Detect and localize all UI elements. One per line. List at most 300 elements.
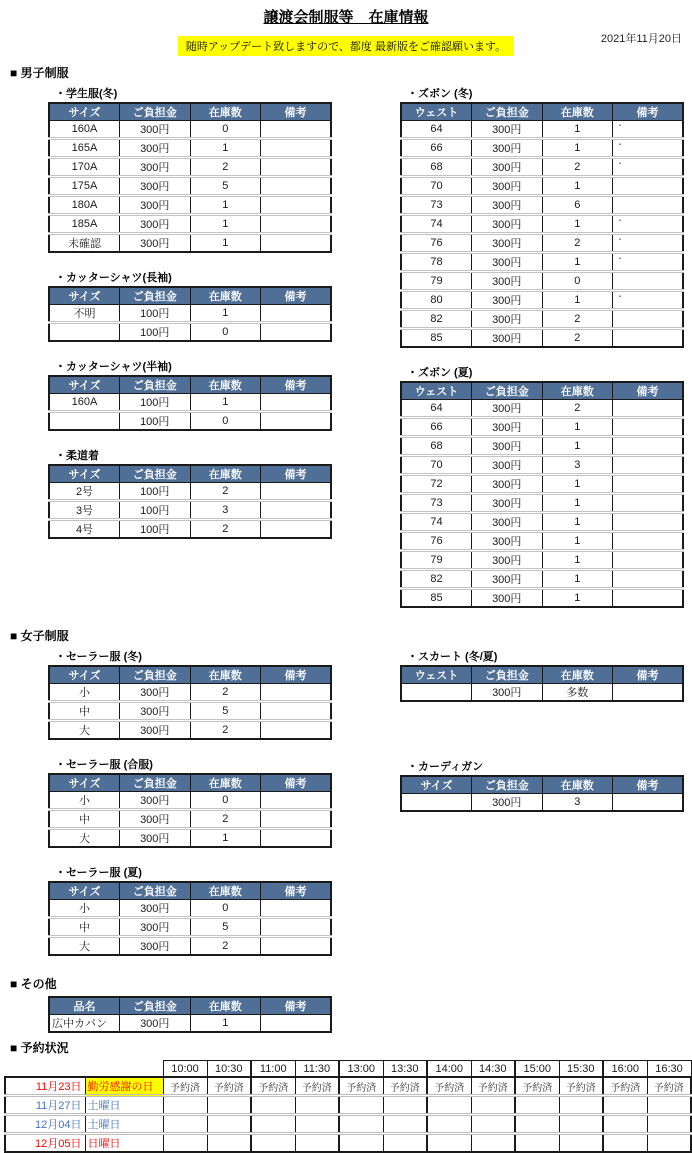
slot-cell: [383, 1096, 427, 1115]
table-cell: 74: [401, 513, 472, 532]
column-header: 品名: [49, 997, 120, 1015]
slot-cell: [383, 1115, 427, 1134]
table-block-other-items: [48, 996, 692, 1033]
reservation-row: [5, 1134, 691, 1153]
table-cell: 80: [401, 291, 472, 310]
table-cell: 76: [401, 234, 472, 253]
slot-cell: [295, 1115, 339, 1134]
column-header: ご負担金: [472, 382, 543, 400]
column-header: ご負担金: [120, 882, 191, 900]
section-heading-other: ■ その他: [10, 977, 57, 991]
slot-cell: [251, 1134, 295, 1153]
time-header-cell: 16:30: [647, 1061, 691, 1078]
slot-cell: [647, 1134, 691, 1153]
topbar: [0, 27, 692, 61]
table-cell: 2: [542, 329, 613, 348]
table-cell: 300円: [472, 437, 543, 456]
section-reservation: [0, 1039, 692, 1153]
table-title-gakusei_winter: ・学生服(冬): [55, 88, 118, 100]
table-cell: ・: [613, 215, 684, 234]
table-cell: 不明: [49, 305, 120, 323]
table-row: [49, 139, 331, 158]
table-cell: ・: [613, 253, 684, 272]
table-cell: 大: [49, 829, 120, 848]
table-cell: [49, 323, 120, 342]
slot-cell: [207, 1115, 251, 1134]
table-cell: ・: [613, 291, 684, 310]
table-cell: [261, 937, 332, 956]
slot-cell: 予約済: [647, 1077, 691, 1096]
time-header-cell: 10:30: [207, 1061, 251, 1078]
table-cell: 300円: [472, 551, 543, 570]
slot-cell: 予約済: [515, 1077, 559, 1096]
slot-cell: [471, 1115, 515, 1134]
column-header: サイズ: [49, 287, 120, 305]
table-cell: 広中カバン: [49, 1015, 120, 1033]
table-header-row: [49, 774, 331, 792]
reservation-table: [4, 1060, 692, 1153]
slot-cell: [339, 1134, 383, 1153]
table-cell: 64: [401, 121, 472, 139]
table-row: [49, 234, 331, 253]
column-header: 在庫数: [190, 376, 261, 394]
table-cell: 300円: [472, 513, 543, 532]
slot-cell: [163, 1096, 207, 1115]
slot-cell: [427, 1115, 471, 1134]
girls-right-column: [400, 648, 684, 828]
table-row: [401, 329, 683, 348]
table-cell: 100円: [120, 394, 191, 412]
slot-cell: [559, 1134, 603, 1153]
table-cell: 1: [542, 589, 613, 608]
table-cell: 300円: [120, 900, 191, 918]
date-cell: 11月23日: [5, 1077, 85, 1096]
table-header-row: [401, 776, 683, 794]
time-header-cell: 15:30: [559, 1061, 603, 1078]
table-row: [49, 158, 331, 177]
table-cell: 300円: [472, 684, 543, 702]
table-cell: 1: [542, 253, 613, 272]
table-cell: [613, 177, 684, 196]
table-cell: 1: [190, 234, 261, 253]
table-block-zubon-winter: [400, 85, 684, 348]
table-row: [49, 684, 331, 702]
section-other: [0, 975, 692, 1033]
column-header: ご負担金: [120, 103, 191, 121]
table-cell: 74: [401, 215, 472, 234]
slot-cell: 予約済: [163, 1077, 207, 1096]
table-cell: 300円: [120, 792, 191, 810]
table-cell: 中: [49, 810, 120, 829]
table-cell: 1: [542, 437, 613, 456]
table-cell: 0: [190, 412, 261, 431]
table-cell: 300円: [120, 196, 191, 215]
slot-cell: [163, 1134, 207, 1153]
table-cell: 66: [401, 139, 472, 158]
table-row: [401, 589, 683, 608]
table-header-row: [49, 103, 331, 121]
column-header: ご負担金: [120, 287, 191, 305]
table-row: [49, 215, 331, 234]
reservation-header-row: [5, 1061, 691, 1078]
table-row: [49, 721, 331, 740]
table-row: [401, 177, 683, 196]
column-header: 備考: [613, 103, 684, 121]
table-cell: 300円: [472, 494, 543, 513]
table-cell: 100円: [120, 483, 191, 501]
column-header: サイズ: [401, 776, 472, 794]
table-block-sailor-summer: [48, 864, 332, 956]
column-header: ご負担金: [120, 376, 191, 394]
table-title-zubon_summer: ・ズボン (夏): [407, 367, 473, 379]
table-cell: [261, 792, 332, 810]
table-cell: 2号: [49, 483, 120, 501]
table-cell: 3: [542, 456, 613, 475]
table-row: [49, 1015, 331, 1033]
table-cell: 300円: [472, 121, 543, 139]
table-cell: 300円: [472, 158, 543, 177]
column-header: サイズ: [49, 774, 120, 792]
column-header: 備考: [261, 774, 332, 792]
table-row: [401, 234, 683, 253]
table-cell: [261, 520, 332, 539]
table-cell: [613, 513, 684, 532]
table-row: [401, 551, 683, 570]
table-cell: 160A: [49, 121, 120, 139]
slot-cell: 予約済: [339, 1077, 383, 1096]
table-row: [401, 272, 683, 291]
table-cell: [261, 394, 332, 412]
table-cell: 4号: [49, 520, 120, 539]
table-cell: 300円: [472, 532, 543, 551]
table-row: [401, 196, 683, 215]
table-row: [49, 412, 331, 431]
table-cell: [261, 501, 332, 520]
table-row: [49, 177, 331, 196]
table-row: [401, 570, 683, 589]
table-cell: 2: [190, 520, 261, 539]
table-row: [401, 456, 683, 475]
table-cell: 1: [190, 196, 261, 215]
table-cell: 175A: [49, 177, 120, 196]
slot-cell: [603, 1134, 647, 1153]
table-title-shirt_long: ・カッターシャツ(長袖): [55, 272, 172, 284]
reservation-header-spacer-date: [5, 1061, 85, 1078]
column-header: サイズ: [49, 376, 120, 394]
table-cell: 300円: [472, 196, 543, 215]
reservation-row: [5, 1115, 691, 1134]
table-row: [49, 520, 331, 539]
table-cell: [261, 702, 332, 721]
slot-cell: [515, 1096, 559, 1115]
table-cell: [613, 418, 684, 437]
table-cell: 1: [542, 570, 613, 589]
table-cell: 1: [190, 829, 261, 848]
slot-cell: [339, 1115, 383, 1134]
column-header: 在庫数: [542, 666, 613, 684]
table-cell: 300円: [120, 158, 191, 177]
table-row: [401, 494, 683, 513]
table-cell: 300円: [472, 589, 543, 608]
table-cell: [261, 483, 332, 501]
table-cell: [613, 196, 684, 215]
table-zubon_winter: [400, 102, 684, 348]
column-header: ご負担金: [120, 774, 191, 792]
time-header-cell: 11:00: [251, 1061, 295, 1078]
table-row: [401, 310, 683, 329]
table-cell: [613, 794, 684, 812]
table-cell: [261, 829, 332, 848]
column-header: 備考: [613, 382, 684, 400]
slot-cell: 予約済: [251, 1077, 295, 1096]
table-cell: 300円: [472, 177, 543, 196]
column-header: ご負担金: [472, 666, 543, 684]
table-cell: [261, 918, 332, 937]
table-cell: 76: [401, 532, 472, 551]
table-other_items: [48, 996, 332, 1033]
column-header: ご負担金: [120, 997, 191, 1015]
table-cell: ・: [613, 158, 684, 177]
table-cell: [261, 215, 332, 234]
table-cell: 73: [401, 494, 472, 513]
table-cell: 79: [401, 551, 472, 570]
table-cell: [613, 551, 684, 570]
table-cell: [261, 1015, 332, 1033]
table-cell: [49, 412, 120, 431]
slot-cell: [603, 1115, 647, 1134]
table-shirt_long: [48, 286, 332, 342]
table-header-row: [401, 103, 683, 121]
table-row: [401, 794, 683, 812]
slot-cell: 予約済: [559, 1077, 603, 1096]
table-cell: 300円: [120, 702, 191, 721]
table-title-sailor_summer: ・セーラー服 (夏): [55, 867, 142, 879]
table-cell: 1: [542, 494, 613, 513]
table-cell: 2: [190, 721, 261, 740]
slot-cell: [427, 1134, 471, 1153]
table-cell: 100円: [120, 501, 191, 520]
slot-cell: [251, 1115, 295, 1134]
table-row: [49, 483, 331, 501]
slot-cell: [383, 1134, 427, 1153]
table-cell: 0: [190, 900, 261, 918]
table-row: [401, 532, 683, 551]
section-heading-boys: ■ 男子制服: [10, 66, 69, 80]
inventory-sheet: [0, 6, 692, 1150]
table-cell: 100円: [120, 305, 191, 323]
table-cell: 180A: [49, 196, 120, 215]
column-header: サイズ: [49, 465, 120, 483]
table-cell: [261, 139, 332, 158]
table-cell: 300円: [120, 215, 191, 234]
table-cell: 0: [190, 121, 261, 139]
table-cell: 3: [190, 501, 261, 520]
table-cell: 79: [401, 272, 472, 291]
table-row: [401, 513, 683, 532]
reservation-row: [5, 1096, 691, 1115]
column-header: 在庫数: [190, 287, 261, 305]
table-title-skirt: ・スカート (冬/夏): [407, 651, 498, 663]
column-header: 在庫数: [542, 382, 613, 400]
table-judo: [48, 464, 332, 539]
slot-cell: [207, 1096, 251, 1115]
table-block-sailor-winter: [48, 648, 332, 740]
table-header-row: [49, 376, 331, 394]
slot-cell: 予約済: [295, 1077, 339, 1096]
table-cell: [261, 412, 332, 431]
column-header: 備考: [261, 287, 332, 305]
table-cell: 5: [190, 177, 261, 196]
table-cell: [261, 721, 332, 740]
table-row: [49, 918, 331, 937]
table-row: [49, 792, 331, 810]
table-cell: 1: [190, 139, 261, 158]
table-cell: 66: [401, 418, 472, 437]
day-cell: 日曜日: [85, 1134, 163, 1153]
table-header-row: [49, 882, 331, 900]
table-row: [401, 158, 683, 177]
table-cell: [613, 329, 684, 348]
table-cell: 70: [401, 456, 472, 475]
table-cell: 2: [190, 937, 261, 956]
table-cell: 185A: [49, 215, 120, 234]
table-cell: 300円: [120, 721, 191, 740]
table-row: [49, 900, 331, 918]
table-cell: [261, 900, 332, 918]
table-cell: [613, 456, 684, 475]
table-cell: 大: [49, 937, 120, 956]
table-cell: 64: [401, 400, 472, 418]
slot-cell: [427, 1096, 471, 1115]
table-title-judo: ・柔道着: [55, 450, 99, 462]
section-heading-reservation: ■ 予約状況: [10, 1041, 69, 1055]
table-cell: 100円: [120, 520, 191, 539]
table-cell: [613, 570, 684, 589]
column-header: 在庫数: [190, 774, 261, 792]
table-row: [401, 418, 683, 437]
boys-left-column: [48, 85, 332, 555]
table-cell: [261, 234, 332, 253]
table-cell: 300円: [120, 139, 191, 158]
table-row: [401, 291, 683, 310]
column-header: 備考: [261, 997, 332, 1015]
table-sailor_mid: [48, 773, 332, 848]
slot-cell: [207, 1134, 251, 1153]
table-cell: 中: [49, 702, 120, 721]
table-cell: 300円: [120, 684, 191, 702]
table-block-sailor-mid: [48, 756, 332, 848]
time-header-cell: 16:00: [603, 1061, 647, 1078]
table-cell: 68: [401, 437, 472, 456]
time-header-cell: 15:00: [515, 1061, 559, 1078]
table-cell: [261, 121, 332, 139]
column-header: サイズ: [49, 882, 120, 900]
table-cell: 72: [401, 475, 472, 494]
time-header-cell: 11:30: [295, 1061, 339, 1078]
table-header-row: [401, 666, 683, 684]
slot-cell: 予約済: [383, 1077, 427, 1096]
table-header-row: [49, 287, 331, 305]
table-cell: 2: [190, 483, 261, 501]
table-row: [401, 400, 683, 418]
table-cell: 85: [401, 329, 472, 348]
table-block-gakusei-winter: [48, 85, 332, 253]
table-gakusei_winter: [48, 102, 332, 253]
table-skirt: [400, 665, 684, 702]
table-cell: 1: [542, 551, 613, 570]
column-header: 在庫数: [190, 882, 261, 900]
table-cell: 300円: [472, 475, 543, 494]
table-row: [401, 437, 683, 456]
table-cell: [261, 684, 332, 702]
table-cell: 170A: [49, 158, 120, 177]
table-row: [49, 394, 331, 412]
table-title-cardigan: ・カーディガン: [407, 761, 484, 773]
table-cell: 300円: [472, 456, 543, 475]
table-cell: [613, 272, 684, 291]
slot-cell: [295, 1096, 339, 1115]
table-cell: 2: [542, 310, 613, 329]
table-cell: 300円: [472, 272, 543, 291]
table-cell: [261, 158, 332, 177]
table-cell: [261, 177, 332, 196]
table-cell: 0: [542, 272, 613, 291]
slot-cell: 予約済: [471, 1077, 515, 1096]
table-cell: [401, 794, 472, 812]
table-cell: 2: [542, 158, 613, 177]
time-header-cell: 13:00: [339, 1061, 383, 1078]
table-title-sailor_winter: ・セーラー服 (冬): [55, 651, 142, 663]
table-cell: 300円: [120, 918, 191, 937]
table-cell: 300円: [472, 400, 543, 418]
table-title-sailor_mid: ・セーラー服 (合服): [55, 759, 153, 771]
table-row: [401, 253, 683, 272]
table-cell: 1: [190, 305, 261, 323]
table-cell: [613, 310, 684, 329]
column-header: 在庫数: [190, 465, 261, 483]
slot-cell: [559, 1096, 603, 1115]
time-header-cell: 13:30: [383, 1061, 427, 1078]
reservation-row: [5, 1077, 691, 1096]
slot-cell: 予約済: [427, 1077, 471, 1096]
table-cell: 85: [401, 589, 472, 608]
table-cell: 73: [401, 196, 472, 215]
table-row: [401, 684, 683, 702]
table-cell: 2: [542, 400, 613, 418]
table-cell: 300円: [472, 329, 543, 348]
column-header: ご負担金: [120, 666, 191, 684]
slot-cell: [647, 1096, 691, 1115]
section-boys-uniform: [0, 64, 692, 624]
date-cell: 11月27日: [5, 1096, 85, 1115]
table-cell: 300円: [472, 310, 543, 329]
table-cell: 中: [49, 918, 120, 937]
table-header-row: [49, 666, 331, 684]
table-cell: 82: [401, 570, 472, 589]
day-cell: 土曜日: [85, 1115, 163, 1134]
table-row: [49, 501, 331, 520]
table-cell: 小: [49, 792, 120, 810]
table-cell: 300円: [472, 794, 543, 812]
table-cell: [613, 589, 684, 608]
table-cell: [613, 437, 684, 456]
column-header: 備考: [261, 465, 332, 483]
table-cell: 300円: [120, 234, 191, 253]
table-title-shirt_short: ・カッターシャツ(半袖): [55, 361, 172, 373]
table-block-judo: [48, 447, 332, 539]
column-header: ウェスト: [401, 103, 472, 121]
table-row: [401, 215, 683, 234]
